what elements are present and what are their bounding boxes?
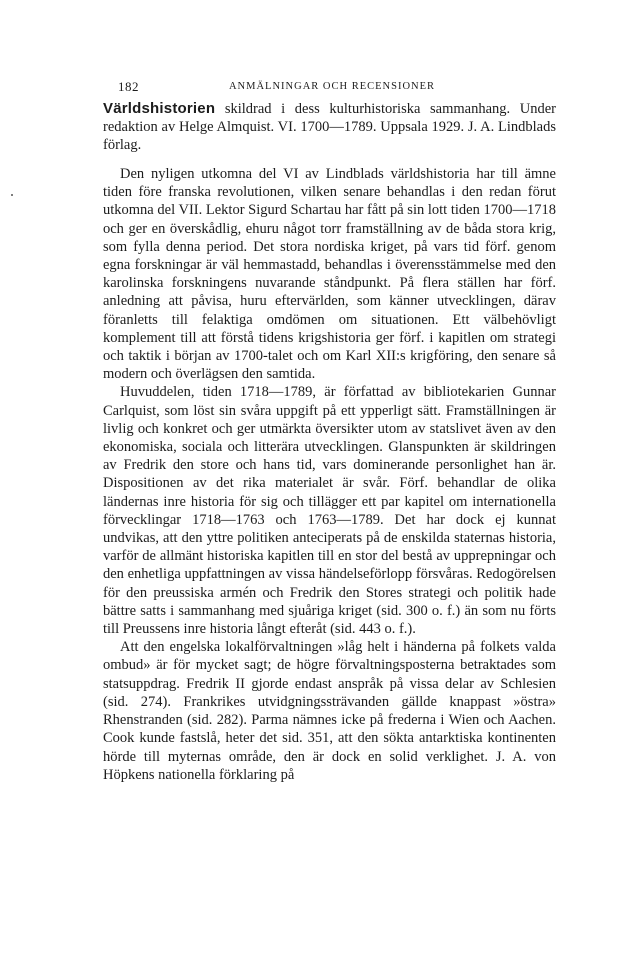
review-citation: skildrad i dess kulturhistoriska sammanhang. Under redaktion av Helge Almquist. VI. 1700—1789. Uppsala 1929. J. A. Lindblads förlag. <box>103 101 557 153</box>
running-head <box>118 77 546 97</box>
paragraph: Huvuddelen, tiden 1718—1789, är författad av bibliotekarien Gunnar Carlquist, som löst sin svåra uppgift på ett ypperligt sätt. Framställningen är livlig och konkret och ger utmärkta översikter utom av statslivet även av den ekonomiska, sociala och litterära utvecklingen. Glanspunkten är skildringen av Fredrik den store och hans tid, vars dominerande personlighet han är. Dispositionen av det rika materialet är svår. Förf. behandlar de olika ländernas inre historia för sig och tillägger ett par kapitel om internationella förvecklingar 1718—1763 och 1763—1789. Det har dock ej kunnat undvikas, att den yttre politiken anteciperats på de enskilda staternas historia, varför de allmänt historiska kapitlen till en stor del bestå av upprepningar och den enhetliga uppfattningen av vissa händelseförlopp försvåras. Redogörelsen för den preussiska armén och Fredrik den Stores strategi och politik hade bättre satts i sammanhang med sjuåriga kriget (sid. 300 o. f.) än som nu förts till Preussens inre historia långt efteråt (sid. 443 o. f.). <box>103 384 556 638</box>
paragraph: Den nyligen utkomna del VI av Lindblads världshistoria har till ämne tiden före franska revolutionen, vilken senare behandlas i den redan förut utkomna del VII. Lektor Sigurd Schartau har fått på sin lott tiden 1700—1718 och ger en överskådlig, ehuru något torr framställning av de båda stora krig, som fylla denna period. Det stora nordiska kriget, på vars tid förf. genom egna forskningar är väl hemmastadd, behandlas i överensstämmelse med den karolinska forskningens nuvarande ståndpunkt. På flera ställen har förf. anledning att påvisa, huru eftervärlden, som känner utvecklingen, därav föranletts till felaktiga omdömen om situationen. Ett välbehövligt komplement till att förstå tidens krigshistoria ger förf. i kapitlen om strategi och taktik i början av 1700-talet och om Karl XII:s krigföring, den senare så modern och överlägsen den samtida. <box>103 166 556 383</box>
page-number: 182 <box>118 79 139 94</box>
running-head-title: ANMÄLNINGAR OCH RECENSIONER <box>228 81 436 92</box>
review-reference <box>103 100 556 154</box>
margin-speck <box>11 194 13 196</box>
paragraph: Att den engelska lokalförvaltningen »låg helt i händerna på folkets valda ombud» är för mycket sagt; de högre förvaltningsposterna betraktades som statsuppdrag. Fredrik II gjorde endast anspråk på vissa delar av Schlesien (sid. 274). Frankrikes utvidgningssträvanden gällde knappast »östra» Rhenstranden (sid. 282). Parma nämnes icke på frederna i Wien och Aachen. Cook kunde fastslå, heter det sid. 351, att den sökta antarktiska kontinenten hörde till myternas område, den är dock en solid verklighet. J. A. von Höpkens nationella förklaring på <box>103 639 556 783</box>
review-title: Världshistorien <box>103 100 216 117</box>
review-body <box>103 165 556 784</box>
